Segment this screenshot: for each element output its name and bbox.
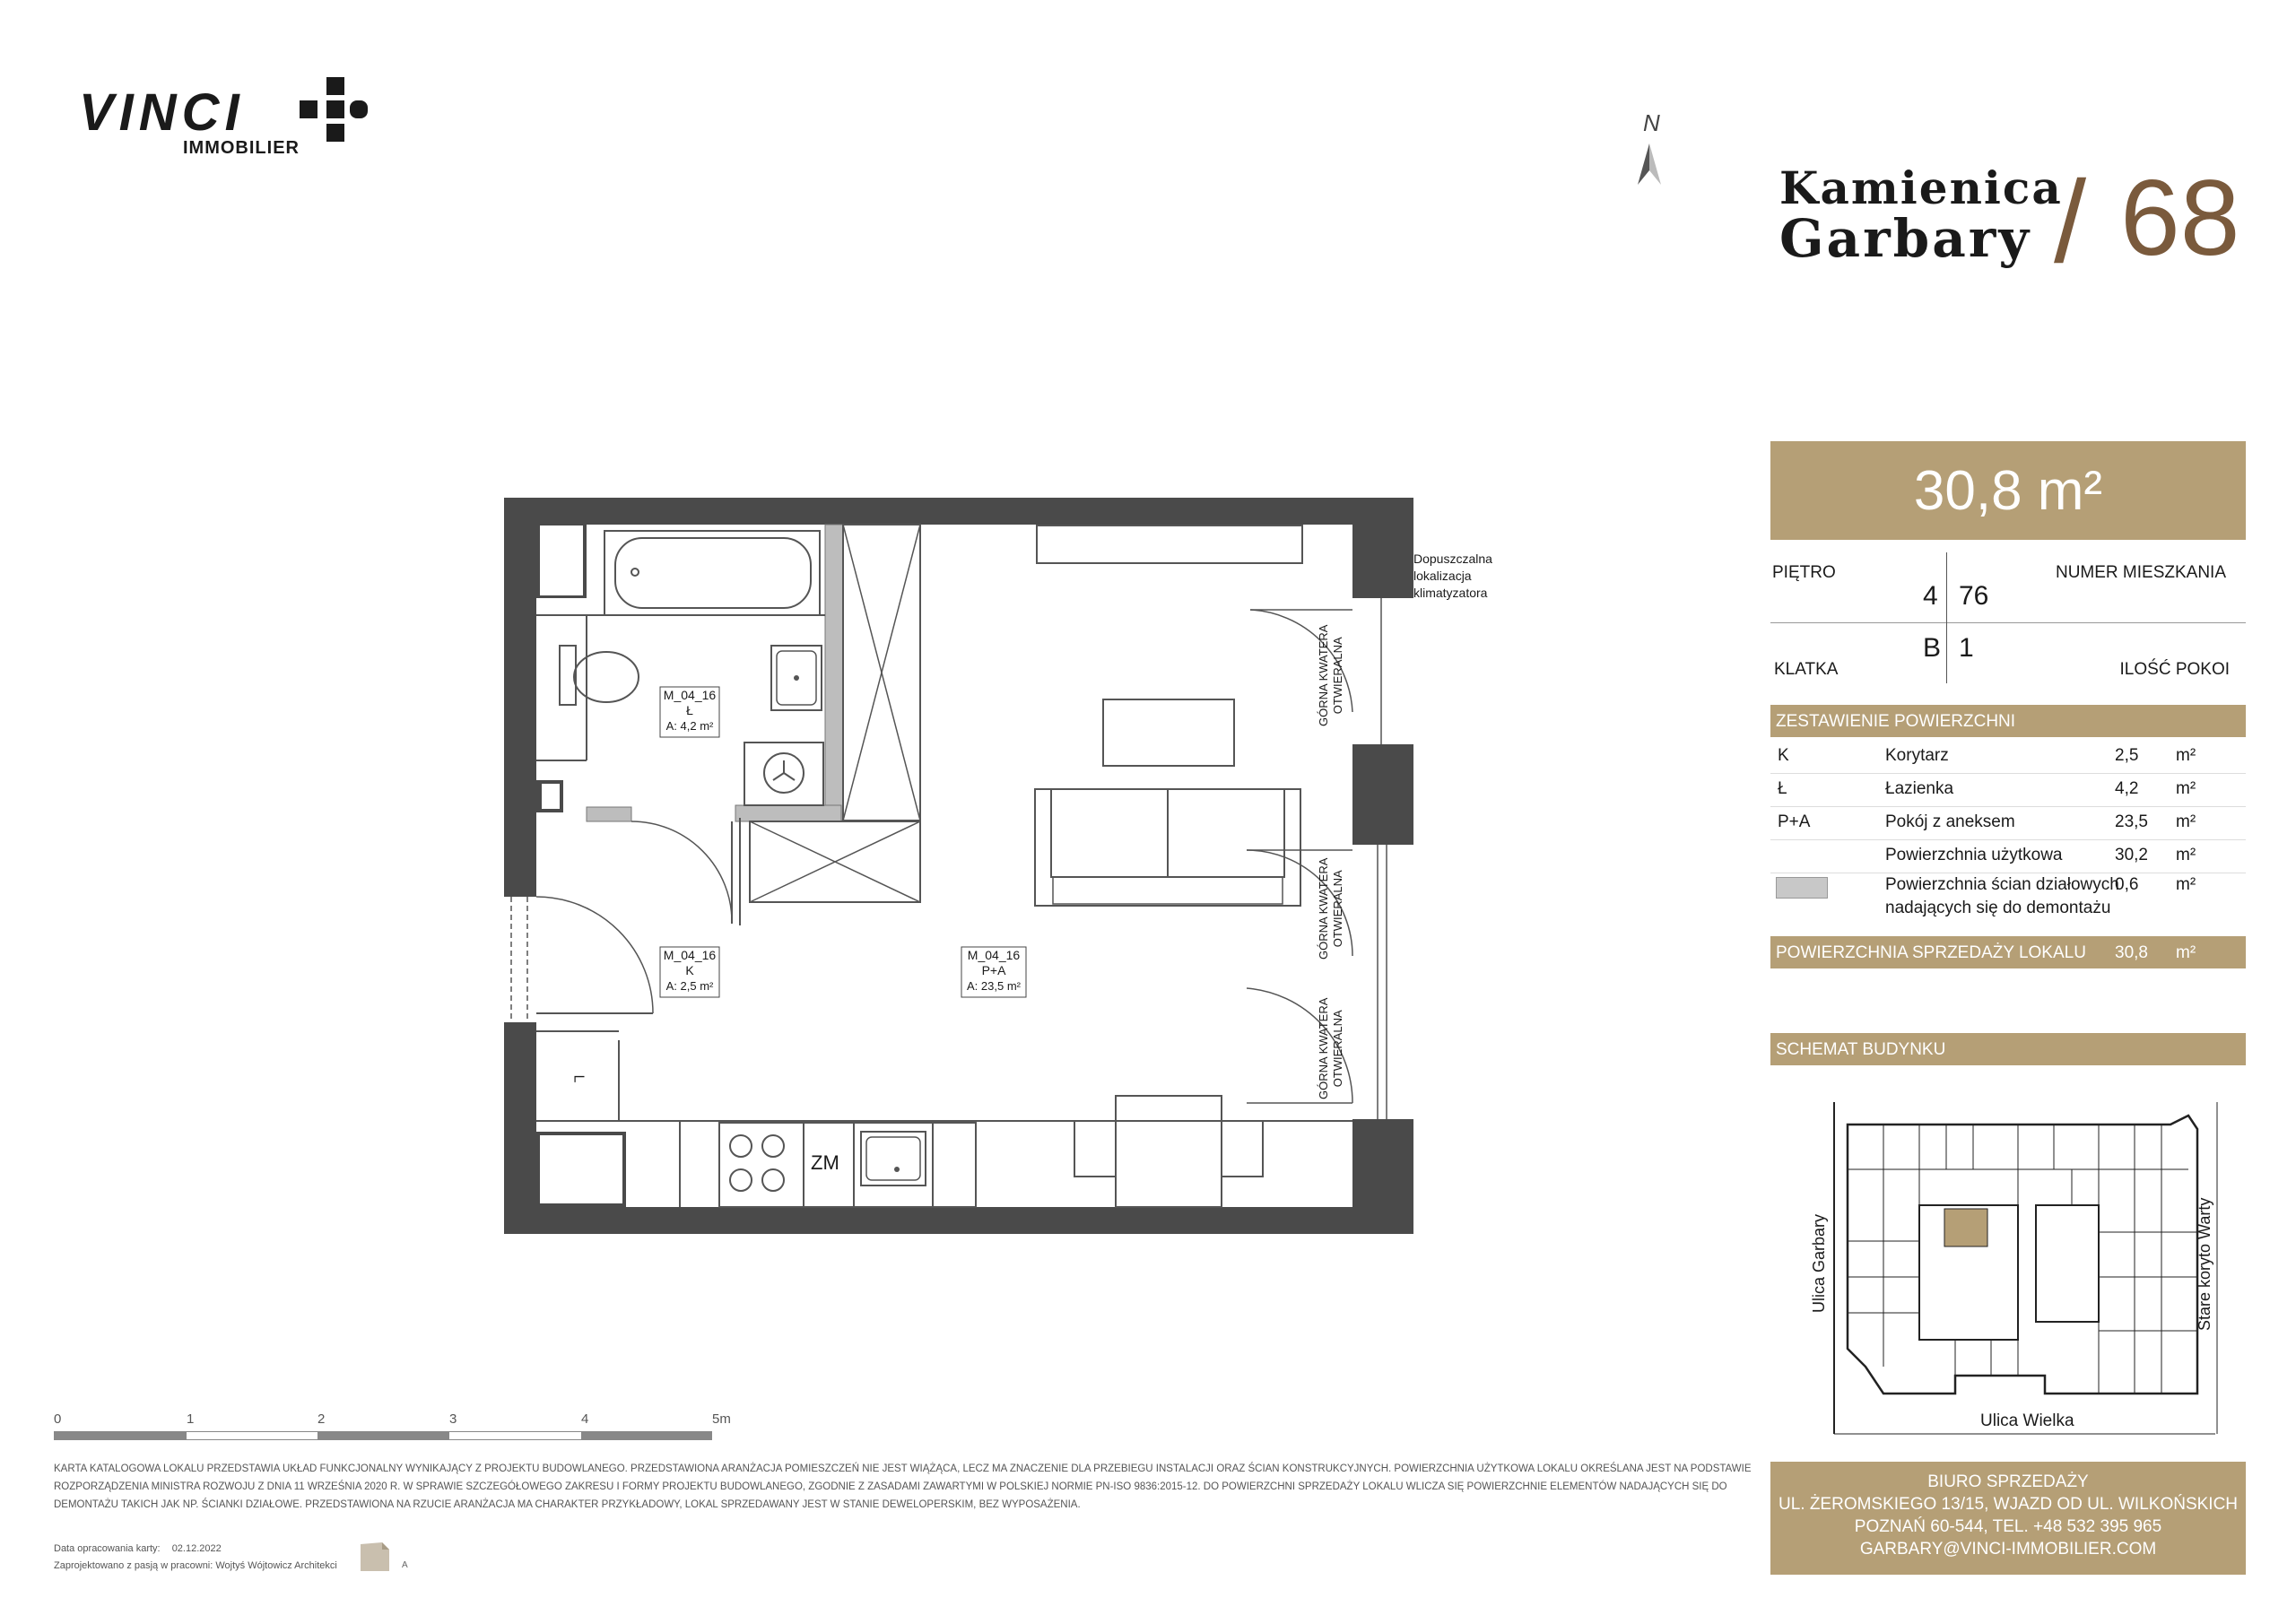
window-note [1317,625,1345,726]
scale-tick: 2 [317,1411,326,1427]
architect-logo-icon [359,1541,398,1573]
designer-credit: Zaprojektowano z pasją w pracowni: Wojtyś Wójtowicz Architekci [54,1560,337,1571]
row-value: 23,5 [2115,812,2148,831]
walls-row [1772,873,2244,925]
room-area: A: 2,5 m² [665,979,714,993]
project-title [1779,156,2246,287]
rooms-value: 1 [1959,633,1974,663]
row-value: 2,5 [2115,746,2139,765]
row-name: Powierzchnia użytkowa [1885,846,2063,864]
row-value: 4,2 [2115,779,2139,798]
office-title: BIURO SPRZEDAŻY [1927,1472,2089,1491]
room-label-living [961,948,1026,994]
logo-mark-icon [300,77,371,149]
north-label: N [1643,109,1660,136]
summary-row [1772,807,2244,839]
row-code: K [1778,746,1789,765]
summary-row [1772,774,2244,806]
scale-tick: 4 [581,1411,589,1427]
title-line2: Garbary [1779,208,2032,269]
scale-segment [187,1431,317,1440]
office-email[interactable]: GARBARY@VINCI-IMMOBILIER.COM [1859,1540,2157,1559]
street-label-right: Stare koryto Warty [2196,1197,2213,1331]
title-line1: Kamienica [1779,161,2063,214]
schema-header-text: SCHEMAT BUDYNKU [1776,1040,1946,1059]
disclaimer-line: ROZPORZĄDZENIA MINISTRA ROZWOJU Z DNIA 11 WRZEŚNIA 2020 R. W SPRAWIE SZCZEGÓŁOWEGO ZAKRESU I FORMY PROJEKTU BUDOWLANEGO, ZGODNIE Z ZASADAMI ZAWARTYMI W POLSKIEJ NORMIE PN-ISO 9836:2015-12. DO POWIERZCHNI SPRZEDAŻY LOKALU WLICZA SIĘ POWIERZCHNIE ELEMENTÓW NADAJĄCYCH SIĘ DO [54,1481,1727,1492]
date-value: 02.12.2022 [171,1543,222,1554]
room-code: M_04_16 [663,948,717,962]
scale-bar [54,1411,735,1447]
window-note [1317,858,1345,960]
footer-credits [54,1541,337,1575]
window-note-line: GÓRNA KWATERA [1317,624,1330,726]
disclaimer-line: DEMONTAŻU TAKICH JAK NP. ŚCIANKI DZIAŁOWE. PRZEDSTAWIONA NA RZUCIE ARANŻACJA MA CHARAKTER PRZYKŁADOWY, LOKAL SPRZEDAWANY JEST W STANIE DEWELOPERSKIM, BEZ WYPOSAŻENIA. [54,1499,1081,1510]
walls-value: 0,6 [2115,875,2139,894]
window-note-line: GÓRNA KWATERA [1317,997,1330,1099]
logo-subtext: IMMOBILIER [183,138,300,158]
fridge-label: ZM [811,1151,839,1174]
summary-header [1770,705,2246,737]
info-divider [1770,622,2246,623]
row-name: Korytarz [1885,746,1949,765]
summary-row [1772,840,2244,873]
window-note-line: OTWIERALNA [1331,637,1344,715]
l-mark: L [570,1074,587,1083]
scale-tick: 5m [712,1411,731,1427]
room-area: A: 4,2 m² [665,719,714,733]
scale-tick: 0 [54,1411,62,1427]
apt-number-value: 76 [1959,581,1989,611]
floor-plan-drawing [484,484,1507,1255]
area-total: 30,8 m² [1913,459,2103,522]
sale-area-value: 30,8 [2115,943,2148,962]
scale-segment [581,1431,712,1440]
row-code: Ł [1778,779,1787,798]
title-number: 68 [2120,158,2240,278]
room-area: A: 23,5 m² [967,979,1021,993]
disclaimer-line: KARTA KATALOGOWA LOKALU PRZEDSTAWIA UKŁAD FUNKCJONALNY WYNIKAJĄCY Z PROJEKTU BUDOWLANEGO. PRZEDSTAWIONA ARANŻACJA POMIESZCZEŃ NIE JEST WIĄŻĄCA, LECZ MA ZNACZENIE DLA PRZEBIEGU INSTALACJI ORAZ ŚCIAN KONSTRUKCYJNYCH. POWIERZCHNIA UŻYTKOWA LOKALU OKREŚLANA JEST NA PODSTAWIE [54,1463,1752,1474]
window-note-line: GÓRNA KWATERA [1317,857,1330,960]
architect-mark: A [402,1560,408,1570]
info-vertical-line [1946,552,1947,683]
sales-office-box [1770,1462,2246,1575]
rooms-label: ILOŚĆ POKOI [2119,660,2230,679]
room-name: Ł [686,703,693,717]
street-label-left: Ulica Garbary [1810,1213,1828,1313]
area-banner [1770,441,2246,540]
office-address: UL. ŻEROMSKIEGO 13/15, WJAZD OD UL. WILKOŃSKICH [1778,1495,2239,1514]
scale-tick: 3 [449,1411,457,1427]
staircase-value: B [1923,633,1942,663]
room-name: P+A [981,963,1006,977]
row-unit: m² [2176,846,2196,864]
row-name: Pokój z aneksem [1885,812,2015,831]
ac-note-line: klimatyzatora [1413,586,1488,600]
room-name: K [685,963,694,977]
window-note-line: OTWIERALNA [1331,870,1344,948]
building-schema [1810,1098,2224,1438]
row-name: Łazienka [1885,779,1954,798]
row-unit: m² [2176,812,2196,831]
date-line [54,1541,337,1558]
apt-number-label: NUMER MIESZKANIA [2055,563,2226,582]
schema-header [1770,1033,2246,1065]
logo-text: VINCI [79,83,245,142]
floor-label: PIĘTRO [1772,563,1836,582]
row-value: 30,2 [2115,846,2148,864]
window-note [1317,998,1345,1099]
date-label: Data opracowania karty: [54,1543,161,1554]
north-arrow [1632,109,1668,199]
floor-plan [484,484,1507,1255]
staircase-label: KLATKA [1774,660,1839,679]
vinci-logo [79,83,384,167]
row-unit: m² [2176,746,2196,765]
ac-note-line: lokalizacja [1413,569,1472,583]
building-plan-icon [1830,1098,2224,1438]
title-slash: / [2054,156,2087,287]
disclaimer [54,1460,1758,1514]
north-arrow-icon [1636,143,1663,188]
scale-segment [449,1431,581,1440]
walls-unit: m² [2176,875,2196,894]
ac-note [1413,551,1492,602]
room-label-hall [660,948,719,994]
architect-logo [359,1541,413,1576]
room-code: M_04_16 [967,948,1021,962]
info-box [1770,549,2246,683]
window-note-line: OTWIERALNA [1331,1010,1344,1088]
sale-area-row [1770,936,2246,968]
sale-area-unit: m² [2176,943,2196,962]
scale-tick: 1 [187,1411,195,1427]
walls-name-line2: nadających się do demontażu [1885,899,2111,917]
room-label-bathroom [660,688,719,734]
scale-segment [317,1431,449,1440]
room-code: M_04_16 [663,688,717,702]
summary-row [1772,741,2244,773]
street-label-bottom: Ulica Wielka [1980,1411,2074,1430]
walls-name-line1: Powierzchnia ścian działowych [1885,875,2119,894]
office-phone: POZNAŃ 60-544, TEL. +48 532 395 965 [1854,1517,2162,1536]
scale-segment [54,1431,187,1440]
row-unit: m² [2176,779,2196,798]
sale-area-label: POWIERZCHNIA SPRZEDAŻY LOKALU [1776,943,2086,962]
walls-swatch [1776,877,1828,899]
ac-note-line: Dopuszczalna [1413,551,1492,566]
row-code: P+A [1778,812,1811,831]
floor-value: 4 [1923,581,1938,611]
summary-header-text: ZESTAWIENIE POWIERZCHNI [1776,712,2016,731]
